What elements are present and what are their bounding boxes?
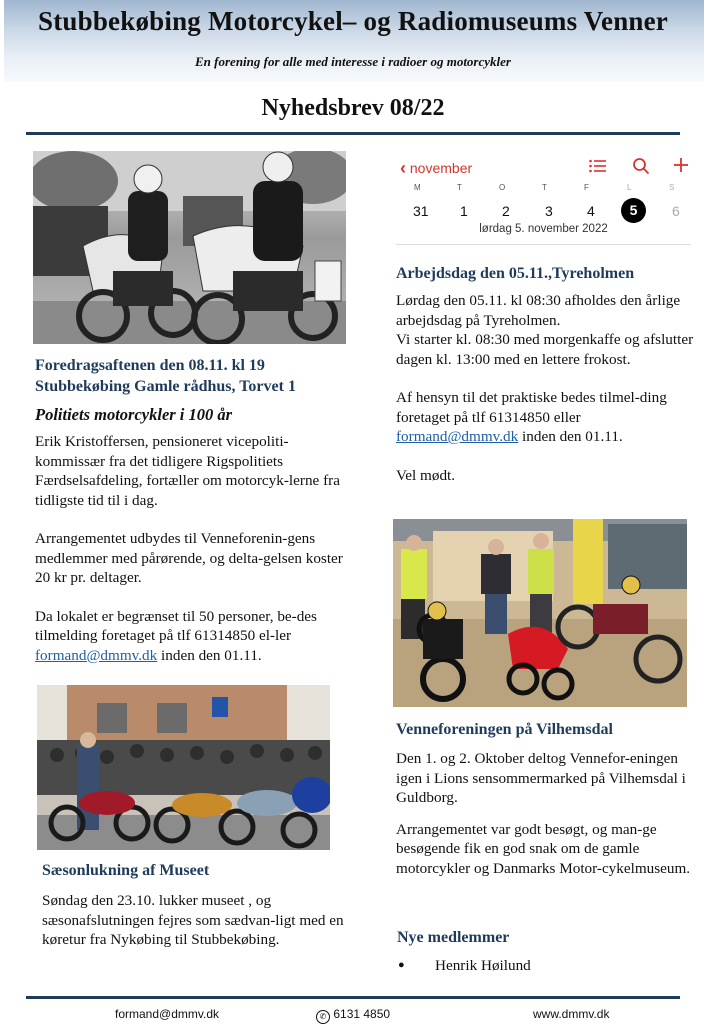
calendar-day[interactable]: 1 [460, 203, 468, 219]
calendar-back-button[interactable] [400, 157, 472, 178]
vilhemsdal-heading: Venneforeningen på Vilhemsdal [396, 721, 613, 738]
work-day-paragraph-2-deadline: inden den 01.11. [518, 428, 623, 445]
talk-section [35, 355, 355, 684]
talk-paragraph-1: Erik Kristoffersen, pensioneret vicepoliti-kommissær fra det tidligere Rigspolitiets Færdselsafdeling, fortæller om motorcyk-lerne fra tidligste tid til i dag. [35, 433, 340, 509]
chevron-left-icon: ‹ [400, 158, 406, 178]
season-closing-heading: Sæsonlukning af Museet [42, 862, 210, 879]
talk-subtitle: Politiets motorcykler i 100 år [35, 405, 233, 424]
weekday-label: S [669, 183, 675, 192]
footer-divider [26, 996, 680, 999]
footer-phone-number: 6131 4850 [333, 1007, 391, 1021]
new-members-section [397, 927, 687, 978]
talk-email-link[interactable]: formand@dmmv.dk [35, 646, 158, 664]
police-motorcycles-photo [33, 151, 346, 344]
calendar-day-row [396, 198, 691, 226]
vilhemsdal-paragraph-2: Arrangementet var godt besøgt, og man-ge besøgende fik en god snak om de gamle motorcykler og Danmarks Motor-cykelmuseum. [396, 820, 691, 877]
work-day-heading: Arbejdsdag den 05.11.,Tyreholmen [396, 265, 635, 282]
work-day-paragraph-2 [396, 388, 696, 447]
list-icon[interactable] [589, 158, 607, 179]
member-name: Henrik Høilund [435, 957, 531, 974]
talk-paragraph-3 [35, 607, 355, 666]
work-day-body [396, 291, 696, 485]
phone-icon: ✆ [316, 1010, 330, 1024]
footer-website[interactable]: www.dmmv.dk [533, 1007, 610, 1021]
calendar-divider [396, 244, 691, 245]
talk-paragraph-2: Arrangementet udbydes til Venneforenin-gens medlemmer med pårørende, og delta-gelsen koster 20 kr pr. deltager. [35, 530, 343, 586]
banner-title: Stubbekøbing Motorcykel– og Radiomuseums Venner [38, 6, 668, 36]
season-closing-photo [37, 685, 330, 850]
vilhemsdal-body [396, 749, 696, 878]
top-divider [26, 132, 680, 135]
talk-heading-line1: Foredragsaftenen den 08.11. kl 19 [35, 357, 265, 374]
calendar-day[interactable]: 4 [587, 203, 595, 219]
footer-phone [316, 1007, 390, 1024]
season-closing-section [42, 860, 352, 950]
work-day-paragraph-1: Lørdag den 05.11. kl 08:30 afholdes den årlige arbejdsdag på Tyreholmen. [396, 292, 681, 329]
bullet-icon: ● [398, 959, 405, 971]
work-day-email-link[interactable]: formand@dmmv.dk [396, 428, 519, 445]
calendar-day[interactable]: 3 [545, 203, 553, 219]
work-day-paragraph-1b: Vi starter kl. 08:30 med morgenkaffe og afslutter dagen kl. 13:00 med en lettere frokost. [396, 331, 694, 368]
vilhemsdal-section [396, 719, 696, 897]
talk-paragraph-3-text: Da lokalet er begrænset til 50 personer, be-des tilmelding foretaget på tlf 61314850 el-ler [35, 607, 317, 644]
calendar-month-label: november [409, 160, 473, 176]
add-icon[interactable] [673, 157, 689, 178]
work-day-paragraph-3: Vel mødt. [396, 466, 456, 484]
season-closing-text: Søndag den 23.10. lukker museet , og sæsonafslutningen fejres som sædvan-ligt med en køretur fra Nykøbing til Stubbekøbing. [42, 892, 344, 948]
calendar-day-selected[interactable]: 5 [621, 198, 646, 223]
talk-heading-line2: Stubbekøbing Gamle rådhus, Torvet 1 [35, 378, 296, 395]
talk-paragraph-3-deadline: inden den 01.11. [157, 646, 262, 664]
work-day-paragraph-2-text: Af hensyn til det praktiske bedes tilmel-ding foretaget på tlf 61314850 eller [396, 389, 667, 426]
weekday-label: M [414, 183, 421, 192]
footer-email[interactable]: formand@dmmv.dk [115, 1007, 219, 1021]
new-members-heading: Nye medlemmer [397, 929, 510, 946]
calendar-selected-date: lørdag 5. november 2022 [479, 223, 608, 235]
banner-subtitle: En forening for alle med interesse i radioer og motorcykler [195, 54, 511, 69]
list-item [397, 956, 687, 978]
work-day-section [396, 263, 696, 504]
weekday-label: T [457, 183, 462, 192]
search-icon[interactable] [632, 157, 650, 180]
calendar-day[interactable]: 6 [672, 203, 680, 219]
weekday-label: T [542, 183, 547, 192]
weekday-label: F [584, 183, 589, 192]
vilhemsdal-paragraph-1: Den 1. og 2. Oktober deltog Vennefor-eningen igen i Lions sensommermarked på Vilhemsdal i Guldborg. [396, 750, 686, 806]
vilhemsdal-photo [393, 519, 687, 707]
calendar-widget [396, 152, 691, 246]
calendar-day[interactable]: 31 [413, 203, 429, 219]
weekday-label: O [499, 183, 506, 192]
talk-body [35, 432, 355, 665]
calendar-day[interactable]: 2 [502, 203, 510, 219]
weekday-label: L [627, 183, 632, 192]
calendar-weekday-row [411, 183, 691, 195]
newsletter-title: Nyhedsbrev 08/22 [261, 95, 445, 121]
